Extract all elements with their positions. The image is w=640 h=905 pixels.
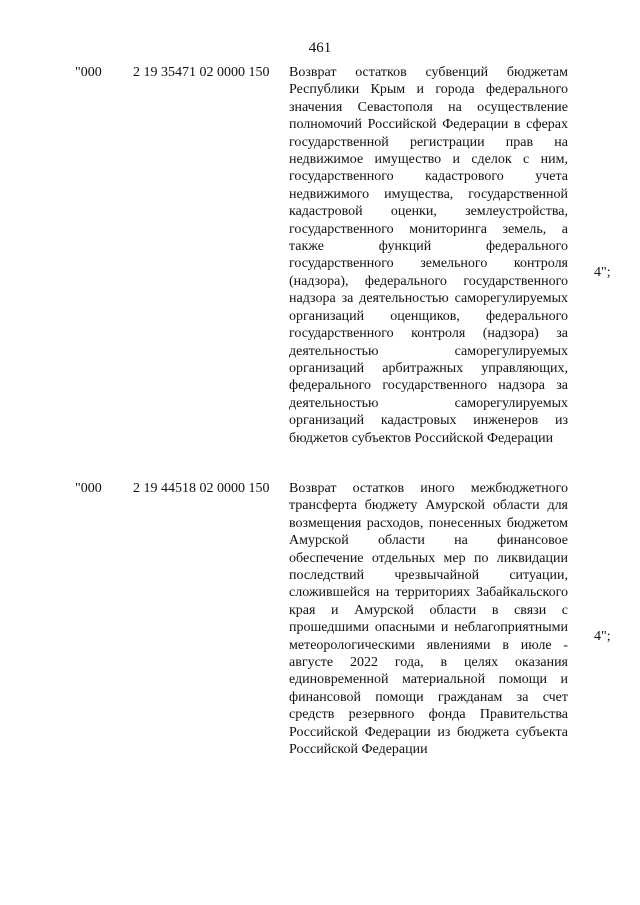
budget-classification-code: 2 19 35471 02 0000 150: [133, 65, 270, 80]
page-number: 461: [308, 40, 332, 56]
code-prefix: "000: [75, 65, 102, 80]
amount-value: 4";: [594, 265, 611, 280]
budget-classification-code: 2 19 44518 02 0000 150: [133, 481, 270, 496]
code-prefix: "000: [75, 481, 102, 496]
table-row: [0, 480, 640, 780]
revenue-description: Возврат остатков иного межбюджетного трансферта бюджету Амурской области для возмещения расходов, понесенных бюджетом Амурской области на финансовое обеспечение отдельных мер по ликвидации последствий чрезвычайной ситуации, сложившейся на территориях Забайкальского края и Амурской области в связи с прошедшими опасными и неблагоприятными метеорологическими явлениями в июле - августе 2022 года, в целях оказания единовременной материальной помощи и финансовой помощи гражданам за счет средств резервного фонда Правительства Российской Федерации из бюджета субъекта Российской Федерации: [289, 481, 568, 758]
amount-value: 4";: [594, 629, 611, 644]
table-row: [0, 64, 640, 478]
revenue-description: Возврат остатков субвенций бюджетам Республики Крым и города федерального значения Севастополя на осуществление полномочий Российской Федерации в сферах государственной регистрации прав на недвижимое имущество и сделок с ним, государственного кадастрового учета недвижимого имущества, государственной кадастровой оценки, землеустройства, государственного мониторинга земель, а также функций федерального государственного земельного контроля (надзора), федерального государственного надзора за деятельностью саморегулируемых организаций оценщиков, федерального государственного контроля (надзора) за деятельностью саморегулируемых организаций арбитражных управляющих, федерального государственного надзора за деятельностью саморегулируемых организаций кадастровых инженеров из бюджетов субъектов Российской Федерации: [289, 65, 568, 446]
